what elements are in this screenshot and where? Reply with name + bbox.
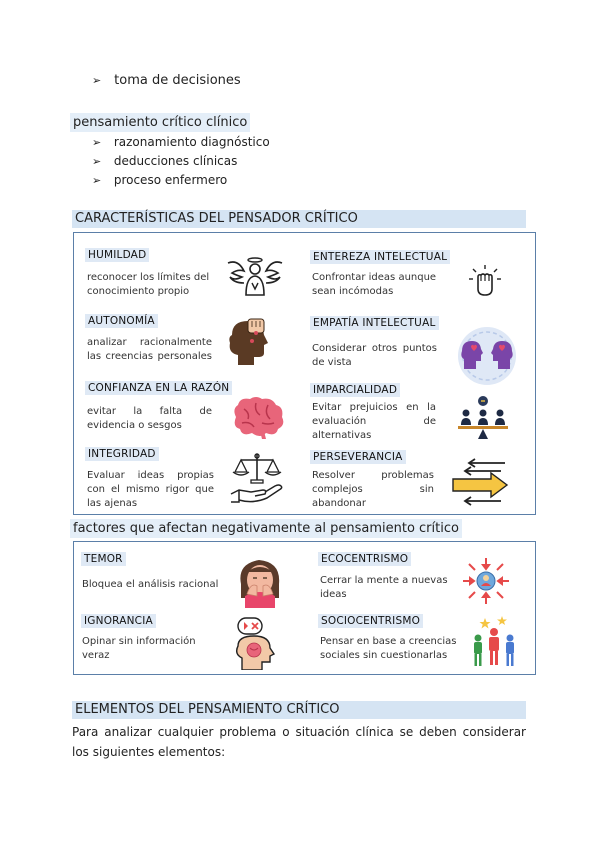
card-title-perseverancia: PERSEVERANCIA [310,450,406,464]
card-title-humildad: HUMILDAD [85,248,149,262]
brain-icon [230,395,286,439]
arrow-bullet-icon: ➢ [92,136,102,149]
fist-icon [467,263,503,299]
angel-icon [224,255,286,299]
society-icon [469,614,519,670]
arrow-bullet-icon: ➢ [92,174,102,187]
bullet-text: toma de decisiones [114,73,241,88]
card-desc-integridad: Evaluar ideas propias con el mismo rigor que las ajenas [87,470,214,509]
factors-infographic [73,541,536,675]
empathy-heads-icon [456,325,518,387]
card-title-temor: TEMOR [81,552,126,566]
factors-heading: factores que afectan negativamente al pensamiento crítico [70,519,462,538]
characteristics-heading: CARACTERÍSTICAS DEL PENSADOR CRÍTICO [72,210,526,228]
ignorance-head-icon [232,614,284,670]
card-desc-perseverancia: Resolver problemas complejos sin abandonar [312,470,434,509]
scales-hand-icon [229,450,285,506]
arrow-bullet-icon: ➢ [92,74,102,87]
card-title-entereza: ENTEREZA INTELECTUAL [310,250,450,264]
card-title-ignorancia: IGNORANCIA [81,614,156,628]
characteristics-infographic [73,232,536,515]
list-item-text: razonamiento diagnóstico [113,135,270,149]
card-title-imparcialidad: IMPARCIALIDAD [310,383,400,397]
clinical-heading: pensamiento crítico clínico [70,113,250,132]
card-desc-entereza: Confrontar ideas aunque sean incómodas [312,272,437,297]
card-desc-temor: Bloquea el análisis racional [82,579,219,590]
list-item-text: deducciones clínicas [113,154,238,168]
card-title-autonomia: AUTONOMÍA [85,314,158,328]
list-item [92,173,227,187]
card-desc-confianza: evitar la falta de evidencia o sesgos [87,406,212,431]
list-item [92,135,270,149]
card-desc-empatia: Considerar otros puntos de vista [312,343,437,368]
list-item-text: proceso enfermero [113,173,228,187]
card-title-sociocentrismo: SOCIOCENTRISMO [318,614,423,628]
card-desc-ecocentrismo: Cerrar la mente a nuevas ideas [320,575,448,600]
arrows-icon [451,457,509,509]
ego-center-icon [461,556,511,606]
head-fist-icon [224,315,274,367]
list-item [92,154,237,168]
card-desc-autonomia: analizar racionalmente las creencias personales [87,337,212,362]
card-title-ecocentrismo: ECOCENTRISMO [318,552,411,566]
card-desc-imparcialidad: Evitar prejuicios en la evaluación de alternativas [312,402,436,441]
fear-icon [235,554,285,608]
card-title-integridad: INTEGRIDAD [85,447,159,461]
card-desc-humildad: reconocer los límites del conocimiento propio [87,272,210,297]
bullet-toma-decisiones [92,73,241,88]
elements-heading: ELEMENTOS DEL PENSAMIENTO CRÍTICO [72,701,526,719]
arrow-bullet-icon: ➢ [92,155,102,168]
card-title-confianza: CONFIANZA EN LA RAZÓN [85,381,232,395]
card-desc-ignorancia: Opinar sin información veraz [82,636,196,661]
card-desc-sociocentrismo: Pensar en base a creencias sociales sin cuestionarlas [320,636,457,661]
elements-paragraph: Para analizar cualquier problema o situación clínica se deben considerar los siguientes elementos: [72,725,526,759]
balance-people-icon [456,395,510,441]
card-title-empatia: EMPATÍA INTELECTUAL [310,316,439,330]
